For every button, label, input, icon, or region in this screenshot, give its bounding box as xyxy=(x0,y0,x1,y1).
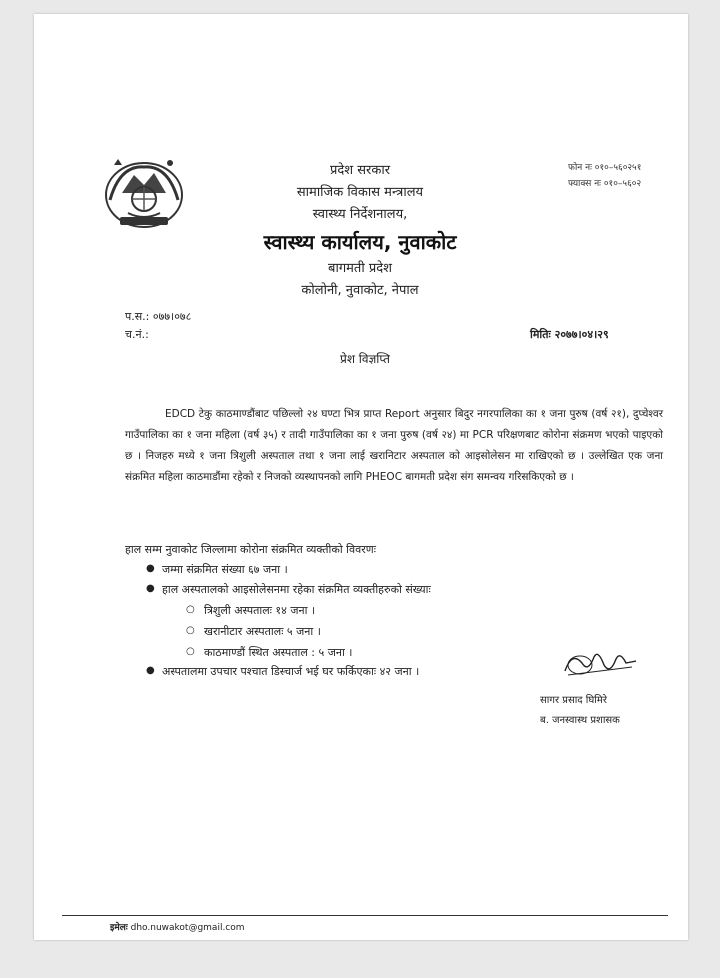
letter-date: मितिः २०७७।०४।२९ xyxy=(530,328,609,341)
signatory-name: सागर प्रसाद घिमिरे xyxy=(540,695,607,706)
bullet-icon: ● xyxy=(146,563,155,574)
details-heading: हाल सम्म नुवाकोट जिल्लामा कोरोना संक्रमित व्यक्तीको विवरणः xyxy=(125,543,376,556)
circle-bullet-icon: ○ xyxy=(186,646,195,657)
contact-phone: फोन नः ०१०–५६०२५१ xyxy=(568,163,642,173)
signatory-designation: ब. जनस्वास्थ प्रशासक xyxy=(540,715,620,726)
signature-icon xyxy=(560,645,640,681)
paragraph-text: EDCD टेकु काठमाण्डौंबाट पछिल्लो २४ घण्टा भित्र प्राप्त Report अनुसार बिदुर नगरपालिका का १ जना पुरुष (वर्ष २१), दुप्चेश्वर गाउँपालिका का १ जना महिला (वर्ष ३५) र तादी गाउँपालिका का १ जना पुरुष (वर्ष २४) मा PCR परिक्षणबाट कोरोना संक्रमण भएको पाइएको छ । निजहरु मध्ये १ जना त्रिशुली अस्पताल तथा १ जना लाई खरानिटार अस्पताल को आइसोलेसन मा राखिएको छ । उल्लेखित एक जना संक्रमित महिला काठमाडौंमा रहेको र निजको व्यस्थापनको लागि PHEOC बागमती प्रदेश संग समन्वय गरिसकिएको छ । xyxy=(125,408,663,483)
office-title: स्वास्थ्य कार्यालय, नुवाकोट xyxy=(263,230,457,254)
nepal-emblem-icon xyxy=(100,155,188,233)
letter-number: प.स.: ०७७।०७८ xyxy=(125,310,192,323)
bullet-icon: ● xyxy=(146,583,155,594)
press-release-paragraph xyxy=(125,404,663,488)
circle-bullet-icon: ○ xyxy=(186,604,195,615)
footer-email xyxy=(110,920,245,933)
list-item-isolation: हाल अस्पतालको आइसोलेसनमा रहेका संक्रमित व्यक्तीहरुको संख्याः xyxy=(162,583,431,596)
footer-divider xyxy=(62,915,668,916)
contact-fax: फ्याक्स नः ०१०–५६०२ xyxy=(568,179,642,189)
sublist-item-trishuli: त्रिशुली अस्पतालः १४ जना । xyxy=(204,604,316,617)
sublist-item-kharanitar: खरानीटार अस्पतालः ५ जना । xyxy=(204,625,321,638)
header-line-ministry: सामाजिक विकास मन्त्रालय xyxy=(296,185,424,200)
header-line-province: बागमती प्रदेश xyxy=(328,261,392,276)
list-item-total-infected: जम्मा संक्रमित संख्या ६७ जना । xyxy=(162,563,288,576)
list-item-discharged: अस्पतालमा उपचार पश्चात डिस्चार्ज भई घर फर्किएकाः ४२ जना । xyxy=(162,665,420,678)
press-release-title: प्रेश विज्ञप्ति xyxy=(340,352,390,366)
bullet-icon: ● xyxy=(146,665,155,676)
circle-bullet-icon: ○ xyxy=(186,625,195,636)
header-line-directorate: स्वास्थ्य निर्देशनालय, xyxy=(312,207,408,222)
sublist-item-kathmandu: काठमाण्डौं स्थित अस्पताल : ५ जना । xyxy=(204,646,353,659)
header-line-government: प्रदेश सरकार xyxy=(329,163,391,178)
email-address: dho.nuwakot@gmail.com xyxy=(130,923,245,933)
dispatch-number: च.नं.: xyxy=(125,328,149,341)
email-label: इमेलः xyxy=(110,923,128,933)
header-line-address: कोलोनी, नुवाकोट, नेपाल xyxy=(301,283,419,298)
